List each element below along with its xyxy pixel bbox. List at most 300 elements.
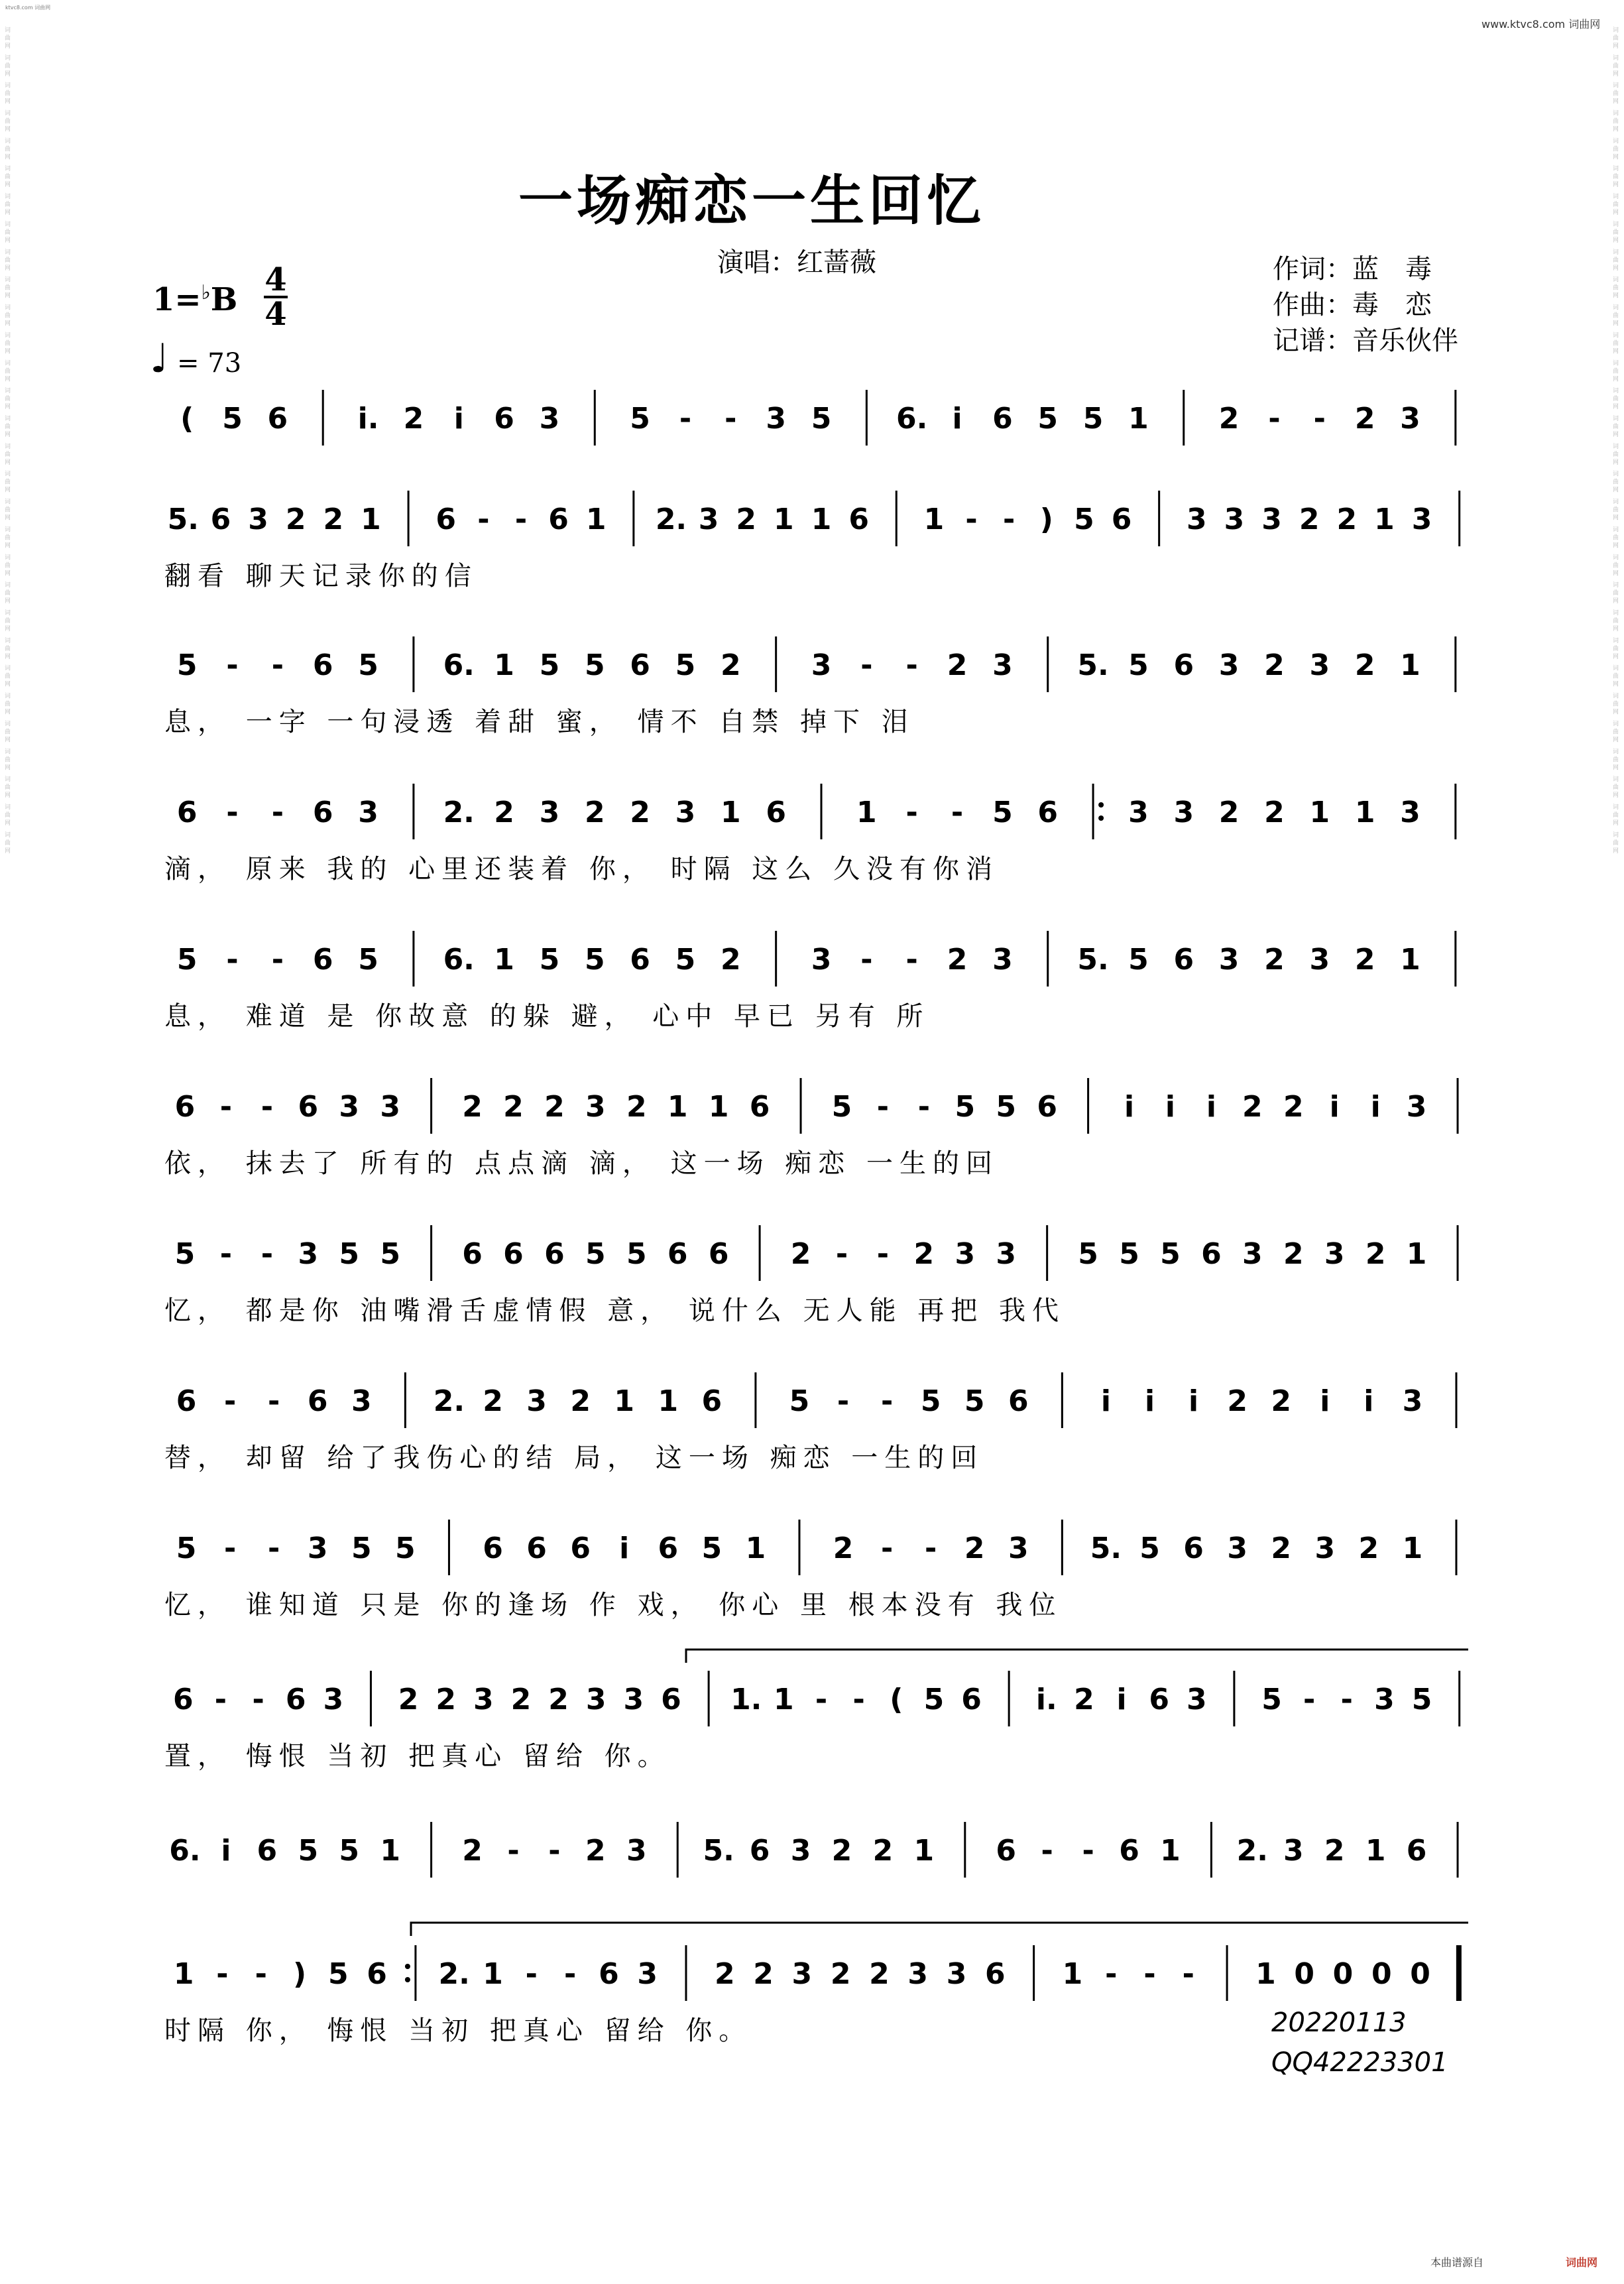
note: - (223, 1532, 237, 1565)
lyric-line: 替， 却留 给了我伤心的结 局， 这一场 痴恋 一生的回 (164, 1443, 984, 1473)
note: 2 (964, 1532, 985, 1565)
note: 6 (267, 402, 288, 436)
note: 3 (992, 943, 1013, 977)
note: 5 (923, 1683, 945, 1716)
note: 5 (1119, 1237, 1139, 1271)
note: 5 (339, 1237, 360, 1271)
note: i. (357, 402, 379, 436)
note: - (951, 796, 964, 829)
second-ending-bracket (411, 1923, 1468, 1936)
note: 3 (1242, 1237, 1263, 1271)
music-system (164, 1520, 1456, 1620)
header-tiny-mark: ktvc8.com 词曲网 (5, 5, 51, 11)
note: 6 (1406, 1834, 1427, 1868)
note: 1 (494, 943, 514, 977)
note: - (226, 648, 239, 682)
note: 6 (285, 1683, 306, 1716)
note: - (563, 1957, 577, 1991)
note: 6 (174, 1090, 196, 1124)
note: - (261, 1090, 273, 1124)
note: 1 (1354, 796, 1375, 829)
note: 5. (167, 503, 199, 536)
transcriber-credit: 记谱：音乐伙伴 (1273, 326, 1458, 356)
singer: 演唱：红蔷薇 (717, 247, 876, 278)
note: 2 (1324, 1834, 1345, 1868)
music-system (164, 1372, 1456, 1473)
note: 3 (539, 402, 560, 436)
note: - (548, 1834, 561, 1868)
note: 5 (1160, 1237, 1181, 1271)
note: 2 (1365, 1237, 1386, 1271)
note: 6 (701, 1384, 723, 1418)
music-system (164, 636, 1456, 737)
note: - (905, 943, 918, 977)
note: 0 (1410, 1957, 1430, 1991)
note: 5 (964, 1384, 985, 1418)
note: - (268, 1384, 280, 1418)
lyric-line: 息， 一字 一句浸透 着甜 蜜， 情不 自禁 掉下 泪 (164, 707, 915, 737)
note: 6. (443, 648, 475, 682)
note: 3 (307, 1532, 328, 1565)
note: i (1165, 1090, 1176, 1124)
note: 3 (1411, 503, 1432, 536)
note: 5 (1411, 1683, 1432, 1716)
composer-credit: 作曲：毒 恋 (1273, 290, 1432, 320)
note: 6 (570, 1532, 591, 1565)
note: 2 (1242, 1090, 1263, 1124)
note: 2 (510, 1683, 532, 1716)
note: - (876, 1237, 890, 1271)
music-system (164, 784, 1456, 884)
lyric-line: 依， 抹去了 所有的 点点滴 滴， 这一场 痴恋 一生的回 (164, 1148, 1000, 1179)
note: i (1320, 1384, 1330, 1418)
first-ending-bracket (686, 1650, 1468, 1663)
note: i (1124, 1090, 1135, 1124)
note: 3 (996, 1237, 1017, 1271)
note: 2 (403, 402, 424, 436)
note: 5 (992, 796, 1013, 829)
note: 1 (1406, 1237, 1427, 1271)
lyric-line: 置， 悔恨 当初 把真心 留给 你。 (164, 1741, 671, 1772)
note: 6 (462, 1237, 483, 1271)
note: i (619, 1532, 630, 1565)
note: i (1363, 1384, 1374, 1418)
note: 2 (585, 1834, 606, 1868)
music-system (169, 1822, 1458, 1878)
note: 5 (920, 1384, 941, 1418)
note: 1. (730, 1683, 762, 1716)
note: 6 (173, 1683, 194, 1716)
note: - (507, 1834, 520, 1868)
note: - (860, 943, 873, 977)
repeat-dot (1098, 802, 1104, 808)
note: 1 (1062, 1957, 1083, 1991)
repeat-dot (405, 1977, 410, 1982)
music-system (164, 1945, 1459, 2046)
note: 6. (896, 402, 928, 436)
note: 6 (176, 796, 198, 829)
note: i (1144, 1384, 1155, 1418)
lyric-line: 忆， 谁知道 只是 你的逢场 作 戏， 你心 里 根本没有 我位 (164, 1590, 1063, 1620)
key-tonic: 1= (152, 281, 202, 318)
note: 5 (380, 1237, 400, 1271)
note: 5 (701, 1532, 723, 1565)
note: 2 (1264, 796, 1285, 829)
note: 1 (1374, 503, 1395, 536)
note: 6 (307, 1384, 328, 1418)
note: 1 (811, 503, 832, 536)
note: 5. (1077, 648, 1109, 682)
note: 6 (257, 1834, 278, 1868)
note: 6 (1173, 648, 1194, 682)
note: 3 (358, 796, 378, 829)
note: 6 (667, 1237, 688, 1271)
note: 3 (1173, 796, 1194, 829)
note: i (1206, 1090, 1216, 1124)
note: 5 (584, 943, 605, 977)
note: 5 (1139, 1532, 1160, 1565)
note: i (221, 1834, 231, 1868)
note: 1 (658, 1384, 679, 1418)
note: 2. (438, 1957, 470, 1991)
note: 6 (435, 503, 457, 536)
note: 6 (996, 1834, 1017, 1868)
note: 6 (1111, 503, 1132, 536)
note: 5 (176, 648, 198, 682)
note: ) (292, 1957, 307, 1991)
note: 5 (358, 648, 378, 682)
music-system (164, 491, 1460, 591)
note: 1 (173, 1957, 194, 1991)
note: 5 (1082, 402, 1104, 436)
note: 1 (1128, 402, 1149, 436)
note: 2. (655, 503, 687, 536)
note: 2 (323, 503, 344, 536)
note: 3 (1374, 1683, 1395, 1716)
note: - (965, 503, 978, 536)
note: 2 (831, 1834, 852, 1868)
note: 6 (1201, 1237, 1222, 1271)
note: - (905, 648, 918, 682)
note: 3 (1128, 796, 1149, 829)
note: 1 (856, 796, 877, 829)
note: 3 (1227, 1532, 1247, 1565)
note: 6 (367, 1957, 387, 1991)
note: 3 (1314, 1532, 1336, 1565)
note: - (525, 1957, 538, 1991)
note: 2 (462, 1090, 483, 1124)
note: 5 (1074, 503, 1094, 536)
note: - (860, 648, 873, 682)
note: 1 (1255, 1957, 1276, 1991)
note: 5 (1078, 1237, 1098, 1271)
note: - (725, 402, 737, 436)
note: - (835, 1237, 848, 1271)
note: 5. (1077, 943, 1109, 977)
note: 2 (736, 503, 757, 536)
note: - (255, 1957, 267, 1991)
note: - (1340, 1683, 1353, 1716)
note: - (226, 796, 239, 829)
note: 3 (248, 503, 268, 536)
note: 3 (1309, 648, 1330, 682)
note: 2 (1354, 648, 1375, 682)
note: - (837, 1384, 850, 1418)
note: 2 (1218, 402, 1240, 436)
note: 3 (473, 1683, 494, 1716)
note: 2 (1336, 503, 1358, 536)
note: 5. (703, 1834, 734, 1868)
note: - (214, 1683, 227, 1716)
note: 5 (174, 1237, 196, 1271)
music-system (180, 390, 1456, 446)
note: 2 (435, 1683, 457, 1716)
note: 2 (714, 1957, 735, 1991)
note: 3 (585, 1090, 606, 1124)
note: 5 (339, 1834, 360, 1868)
repeat-dot (1098, 815, 1104, 821)
note: - (905, 796, 918, 829)
note: - (880, 1384, 894, 1418)
note: 1 (913, 1834, 935, 1868)
note: 2 (1283, 1237, 1304, 1271)
note: 2 (1358, 1532, 1379, 1565)
note: 6 (210, 503, 231, 536)
note: - (261, 1237, 273, 1271)
note: 3 (766, 402, 786, 436)
note: 3 (1224, 503, 1245, 536)
date-stamp: 20220113 (1271, 2008, 1407, 2038)
note: 5 (675, 648, 696, 682)
note: - (226, 943, 239, 977)
note: - (679, 402, 692, 436)
header-site-link[interactable]: www.ktvc8.com 词曲网 (1481, 18, 1601, 30)
note: 6 (176, 1384, 197, 1418)
note: 6 (1037, 796, 1059, 829)
note: i (1189, 1384, 1199, 1418)
note: 6 (298, 1090, 319, 1124)
note: - (925, 1532, 937, 1565)
note: 2 (1354, 402, 1375, 436)
note: 1 (720, 796, 741, 829)
note: 2 (626, 1090, 647, 1124)
flat-sign: ♭ (201, 281, 211, 304)
note: 1 (923, 503, 945, 536)
note: 3 (1324, 1237, 1345, 1271)
note: 6 (992, 402, 1013, 436)
note: - (271, 648, 284, 682)
note: 6 (548, 503, 569, 536)
note: 6 (749, 1834, 770, 1868)
footer-source-label: 本曲谱源自 (1430, 2256, 1484, 2269)
note: 2. (1236, 1834, 1269, 1868)
note: - (1313, 402, 1326, 436)
note: 6. (443, 943, 475, 977)
note: 5 (1128, 943, 1149, 977)
time-bottom: 4 (264, 296, 287, 333)
note: 1 (1402, 1532, 1423, 1565)
note: 2 (947, 943, 968, 977)
note: - (917, 1090, 930, 1124)
music-system (164, 1078, 1458, 1179)
note: 5. (1090, 1532, 1122, 1565)
note: 2 (1271, 1532, 1292, 1565)
note: 2 (869, 1957, 890, 1991)
note: 2 (570, 1384, 591, 1418)
note: 3 (637, 1957, 658, 1991)
note: 2 (494, 796, 514, 829)
note: 3 (1218, 648, 1240, 682)
note: 2 (584, 796, 605, 829)
note: i. (1035, 1683, 1057, 1716)
note: 5 (298, 1834, 319, 1868)
note: 2 (872, 1834, 894, 1868)
note: 3 (626, 1834, 647, 1868)
qq-contact: QQ42223301 (1271, 2047, 1448, 2078)
note: 2 (913, 1237, 935, 1271)
note: - (271, 943, 284, 977)
note: 1 (745, 1532, 766, 1565)
note: 2 (1283, 1090, 1304, 1124)
lyricist-credit: 作词：蓝 毒 (1273, 254, 1432, 284)
note: - (1303, 1683, 1316, 1716)
note: i (1329, 1090, 1340, 1124)
note: 6 (630, 648, 650, 682)
note: 2 (544, 1090, 565, 1124)
note: 6 (630, 943, 650, 977)
note: 5 (585, 1237, 606, 1271)
note: 2 (830, 1957, 851, 1991)
note: 3 (955, 1237, 976, 1271)
note: 6 (1119, 1834, 1139, 1868)
note: 5 (222, 402, 243, 436)
note: i (1370, 1090, 1381, 1124)
note: 6 (1037, 1090, 1057, 1124)
note: - (1041, 1834, 1053, 1868)
note: i (1100, 1384, 1111, 1418)
note: 3 (323, 1683, 344, 1716)
note: 6 (494, 402, 514, 436)
note: 2 (503, 1090, 524, 1124)
note: 1 (361, 503, 381, 536)
note: - (268, 1532, 280, 1565)
note: 6 (1149, 1683, 1169, 1716)
note: 0 (1371, 1957, 1392, 1991)
note: 6 (312, 943, 333, 977)
note: 5 (675, 943, 696, 977)
note: 2 (462, 1834, 483, 1868)
music-system (164, 1671, 1460, 1772)
note: 3 (1283, 1834, 1304, 1868)
note: 2 (483, 1384, 503, 1418)
note: 2 (1264, 943, 1285, 977)
note: - (219, 1237, 233, 1271)
note: - (1082, 1834, 1094, 1868)
note: 1 (667, 1090, 688, 1124)
note: i (1116, 1683, 1127, 1716)
note: - (219, 1090, 233, 1124)
song-title: 一场痴恋一生回忆 (518, 169, 986, 233)
note: 3 (811, 943, 832, 977)
note: 6 (708, 1237, 729, 1271)
note: - (1268, 402, 1281, 436)
note: i (952, 402, 962, 436)
note: 1 (774, 503, 794, 536)
note: 5 (831, 1090, 852, 1124)
note: 6 (544, 1237, 565, 1271)
note: ( (180, 402, 194, 436)
note: 6 (848, 503, 869, 536)
note: - (216, 1957, 229, 1991)
note: 2 (285, 503, 306, 536)
note: 2 (1218, 796, 1240, 829)
lyric-line: 时隔 你， 悔恨 当初 把真心 留给 你。 (164, 2015, 752, 2046)
note: 1 (1400, 943, 1421, 977)
note: 2 (1227, 1384, 1247, 1418)
note: 6 (749, 1090, 770, 1124)
tempo-value: = 73 (177, 348, 242, 379)
note: - (852, 1683, 865, 1716)
note: 3 (1261, 503, 1282, 536)
quarter-note-icon: ♩ (150, 335, 169, 382)
note: ( (890, 1683, 903, 1716)
note: 5 (789, 1384, 810, 1418)
note: 1 (708, 1090, 729, 1124)
note: 3 (698, 503, 719, 536)
lyric-line: 滴， 原来 我的 心里还装着 你， 时隔 这么 久没有你消 (164, 854, 1000, 884)
note: 3 (339, 1090, 360, 1124)
note: 3 (907, 1957, 929, 1991)
note: 3 (992, 648, 1013, 682)
note: 3 (1406, 1090, 1427, 1124)
side-watermark-left: 词曲网 词曲网 词曲网 词曲网 词曲网 词曲网 词曲网 词曲网 词曲网 词曲网 词曲网 词曲网 词曲网 词曲网 词曲网 词曲网 词曲网 词曲网 词曲网 词曲网 词曲网 词曲网 词曲网 词曲网 词曲网 词曲网 词曲网 词曲网 词曲网 词曲网 (3, 27, 10, 855)
note: 1 (1365, 1834, 1386, 1868)
note: 2 (1264, 648, 1285, 682)
note: 5 (176, 943, 198, 977)
note: 6 (312, 796, 333, 829)
note: 5 (630, 402, 650, 436)
note: 3 (1400, 796, 1421, 829)
note: 6 (1173, 943, 1194, 977)
note: 3 (946, 1957, 967, 1991)
note: 3 (675, 796, 696, 829)
note: 3 (791, 1957, 813, 1991)
lyric-line: 息， 难道 是 你故意 的躲 避， 心中 早已 另有 所 (164, 1001, 930, 1032)
note: 2 (1271, 1384, 1292, 1418)
footer-logo[interactable]: 词曲网 (1566, 2256, 1598, 2269)
note: 5 (351, 1532, 372, 1565)
note: 2 (1354, 943, 1375, 977)
note: - (1003, 503, 1015, 536)
note: 5 (626, 1237, 647, 1271)
note: 3 (1402, 1384, 1423, 1418)
note: - (876, 1090, 890, 1124)
note: - (880, 1532, 894, 1565)
note: 5 (811, 402, 832, 436)
note: ) (1039, 503, 1053, 536)
note: 2. (443, 796, 475, 829)
note: 6 (658, 1532, 679, 1565)
music-system (164, 1225, 1458, 1326)
note: 6 (985, 1957, 1006, 1991)
note: - (1182, 1957, 1194, 1991)
note: 1 (1160, 1834, 1181, 1868)
note: - (514, 503, 528, 536)
note: 6 (661, 1683, 681, 1716)
note: 5 (358, 943, 378, 977)
note: 3 (1400, 402, 1421, 436)
note: 5 (955, 1090, 976, 1124)
